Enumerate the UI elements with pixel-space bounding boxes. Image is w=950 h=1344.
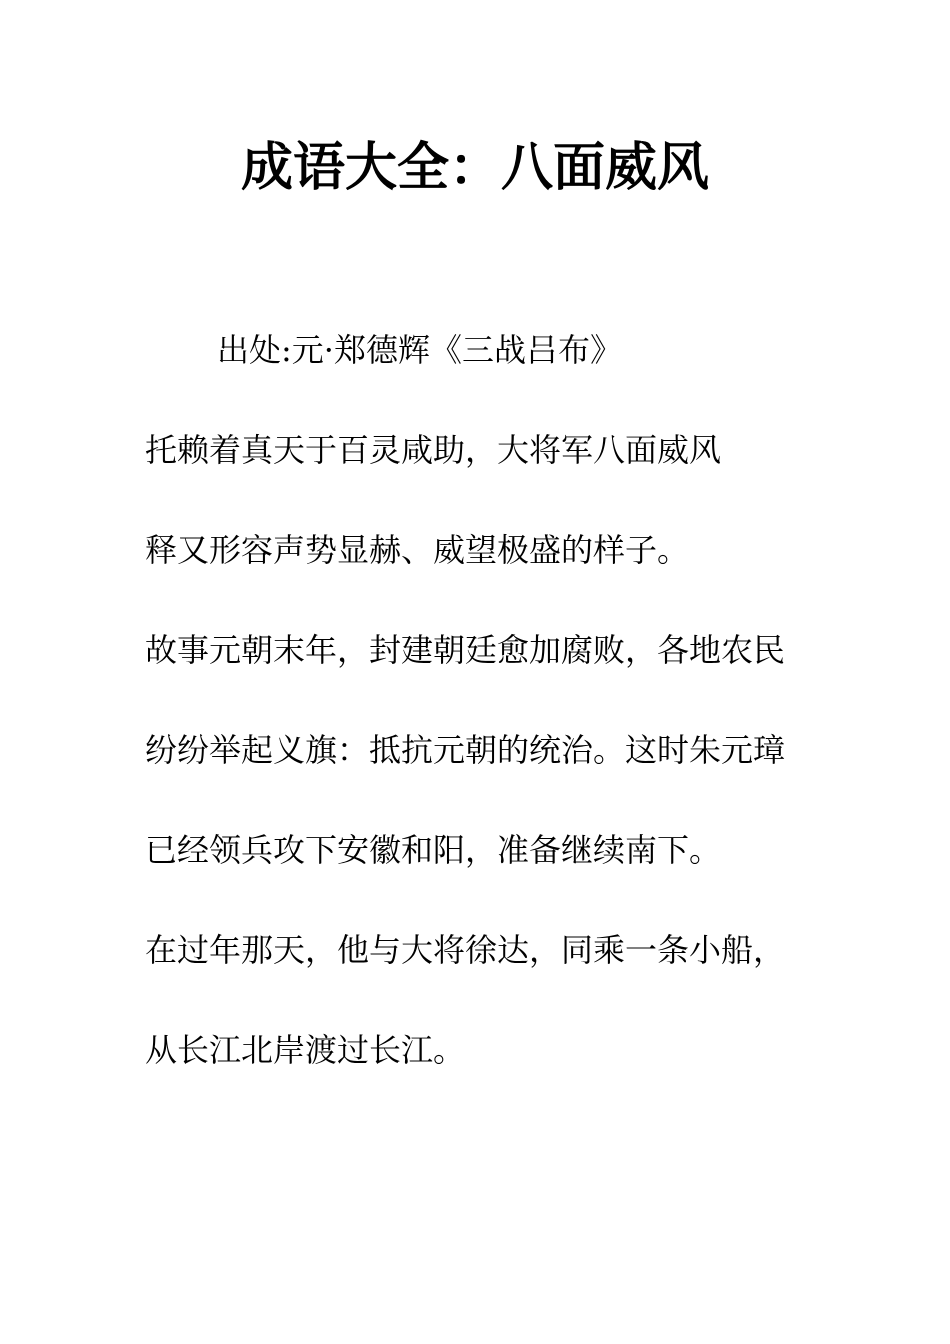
paragraph-meaning: 释又形容声势显赫、威望极盛的样子。 bbox=[145, 531, 690, 569]
paragraph-story-2: 在过年那天，他与大将徐达，同乘一条小船，从长江北岸渡过长江。 bbox=[145, 931, 786, 1069]
document-title: 成语大全：八面威风 bbox=[240, 137, 709, 198]
paragraph-quote: 托赖着真天于百灵咸助，大将军八面威风 bbox=[145, 431, 722, 469]
paragraph-story-1: 故事元朝末年，封建朝廷愈加腐败，各地农民纷纷举起义旗：抵抗元朝的统治。这时朱元璋已经领兵攻下安徽和阳，准备继续南下。 bbox=[145, 631, 786, 869]
document-body bbox=[145, 300, 815, 1100]
source-line: 出处:元·郑德辉《三战吕布》 bbox=[217, 331, 622, 369]
